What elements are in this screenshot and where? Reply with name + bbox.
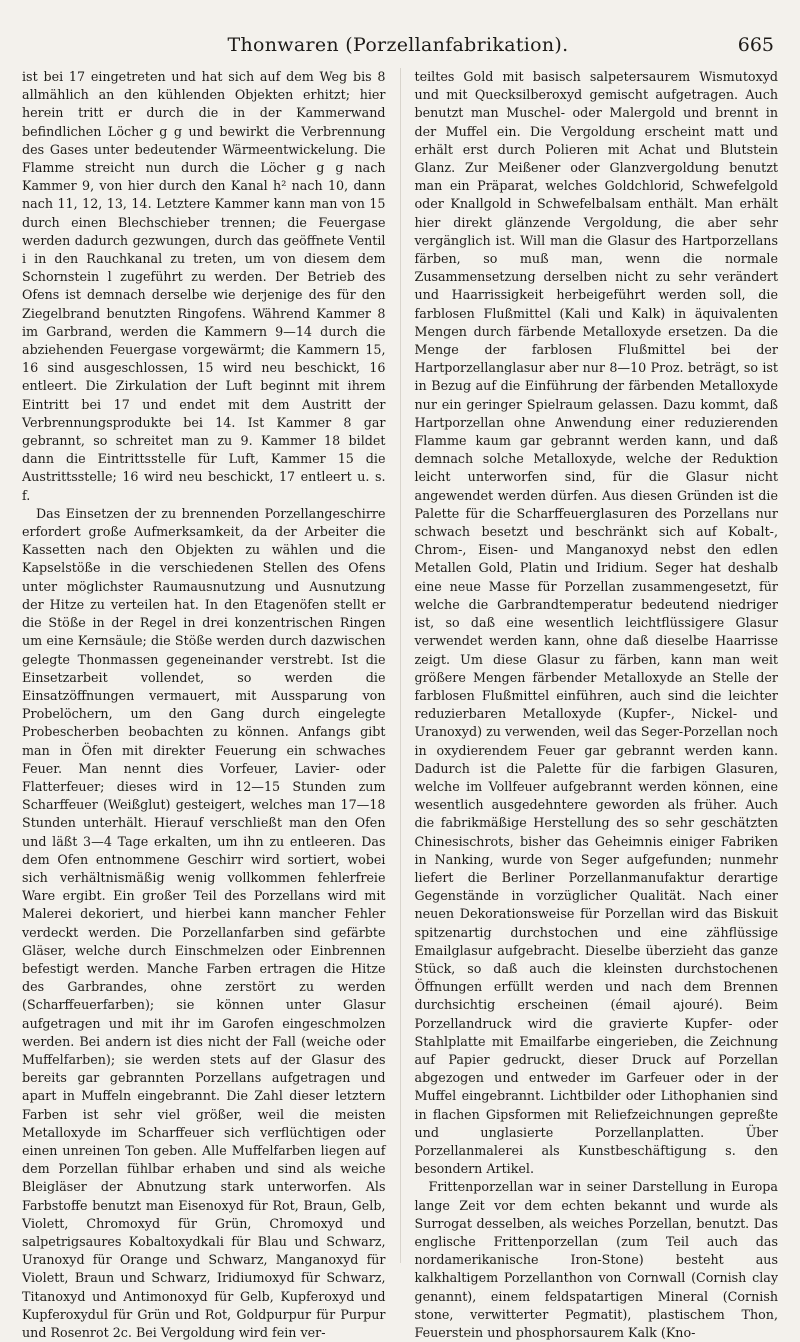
left-column — [22, 68, 386, 1341]
page-header — [22, 30, 774, 64]
right-column — [414, 68, 779, 1341]
column-divider — [400, 68, 401, 1263]
page-number: 665 — [737, 34, 774, 56]
running-title: Thonwaren (Porzellanfabrikation). — [227, 34, 569, 56]
paragraph: ist bei 17 eingetreten und hat sich auf dem Weg bis 8 allmählich an den kühlenden Objekten erhitzt; hier herein tritt er durch die in der Kammerwand befindlichen Löcher g g und bewirkt die Verbrennung des Gases unter bedeutender Wärmeentwickelung. Die Flamme streicht nun durch die Löcher g g nach Kammer 9, von hier durch den Kanal h² nach 10, dann nach 11, 12, 13, 14. Letztere Kammer kann man von 15 durch einen Blechschieber trennen; die Feuergase werden dadurch gezwungen, durch das geöffnete Ventil i in den Rauchkanal zu treten, um von diesem dem Schornstein l zugeführt zu werden. Der Betrieb des Ofens ist demnach derselbe wie derjenige des für den Ziegelbrand benutzten Ringofens. Während Kammer 8 im Garbrand, werden die Kammern 9—14 durch die abziehenden Feuergase vorgewärmt; die Kammern 15, 16 sind ausgeschlossen, 15 wird neu beschickt, 16 entleert. Die Zirkulation der Luft beginnt mit ihrem Eintritt bei 17 und endet mit dem Austritt der Verbrennungsprodukte bei 14. Ist Kammer 8 gar gebrannt, so schreitet man zu 9. Kammer 18 bildet dann die Eintrittsstelle für Luft, Kammer 15 die Austrittsstelle; 16 wird neu beschickt, 17 entleert u. s. f. — [22, 69, 386, 503]
text-columns — [22, 68, 778, 1341]
paragraph: teiltes Gold mit basisch salpetersaurem Wismutoxyd und mit Quecksilberoxyd gemischt aufgetragen. Auch benutzt man Muschel- oder Malergold und brennt in der Muffel ein. Die Vergoldung erscheint matt und erhält erst durch Polieren mit Achat und Blutstein Glanz. Zur Meißener oder Glanzvergoldung benutzt man ein Präparat, welches Goldchlorid, Schwefelgold oder Knallgold in Schwefelbalsam enthält. Man erhält hier direkt glänzende Vergoldung, die aber sehr vergänglich ist. Will man die Glasur des Hartporzellans färben, so muß man, wenn die normale Zusammensetzung derselben nicht zu sehr verändert und Haarrissigkeit herbeigeführt werden soll, die farblosen Flußmittel (Kali und Kalk) in äquivalenten Mengen durch färbende Metalloxyde ersetzen. Da die Menge der farblosen Flußmittel bei der Hartporzellanglasur aber nur 8—10 Proz. beträgt, so ist in Bezug auf die Einführung der färbenden Metalloxyde nur ein geringer Spielraum gelassen. Dazu kommt, daß Hartporzellan ohne Anwendung einer reduzierenden Flamme kaum gar gebrannt werden kann, und daß demnach solche Metalloxyde, welche der Reduktion leicht unterworfen sind, für die Glasur nicht angewendet werden dürfen. Aus diesen Gründen ist die Palette für die Scharffeuerglasuren des Porzellans nur schwach besetzt und beschränkt sich auf Kobalt-, Chrom-, Eisen- und Manganoxyd nebst den edlen Metallen Gold, Platin und Iridium. Seger hat deshalb eine neue Masse für Porzellan zusammengesetzt, für welche die Garbrandtemperatur bedeutend niedriger ist, so daß eine wesentlich leichtflüssigere Glasur verwendet werden kann, ohne daß dieselbe Haarrisse zeigt. Um diese Glasur zu färben, kann man weit größere Mengen färbender Metalloxyde an Stelle der farblosen Flußmittel einführen, auch sind die leichter reduzierbaren Metalloxyde (Kupfer-, Nickel- und Uranoxyd) zu verwenden, weil das Seger-Porzellan noch in oxydierendem Feuer gar gebrannt werden kann. Dadurch ist die Palette für die farbigen Glasuren, welche im Vollfeuer aufgebrannt werden können, eine wesentlich ausgedehntere geworden als früher. Auch die fabrikmäßige Herstellung des so sehr geschätzten Chinesischrots, bisher das Geheimnis einiger Fabriken in Nanking, wurde von Seger aufgefunden; nunmehr liefert die Berliner Porzellanmanufaktur derartige Gegenstände in vorzüglicher Qualität. Nach einer neuen Dekorationsweise für Porzellan wird das Biskuit spitzenartig durchstochen und eine zähflüssige Emailglasur aufgebracht. Dieselbe überzieht das ganze Stück, so daß auch die kleinsten durchstochenen Öffnungen erfüllt werden und nach dem Brennen durchsichtig erscheinen (émail ajouré). Beim Porzellandruck wird die gravierte Kupfer- oder Stahlplatte mit Emailfarbe eingerieben, die Zeichnung auf Papier gedruckt, dieser Druck auf Porzellan abgezogen und entweder im Garfeuer oder in der Muffel eingebrannt. Lichtbilder oder Lithophanien sind in flachen Gipsformen mit Reliefzeichnungen gepreßte und unglasierte Porzellanplatten. Über Porzellanmalerei als Kunstbeschäftigung s. den besondern Artikel. — [414, 69, 778, 1177]
paragraph: Frittenporzellan war in seiner Darstellung in Europa lange Zeit vor dem echten bekannt und wurde als Surrogat desselben, als weiches Porzellan, benutzt. Das englische Frittenporzellan (zum Teil auch das nordamerikanische Iron-Stone) besteht aus kalkhaltigem Porzellanthon von Cornwall (Cornish clay genannt), einem feldspatartigen Mineral (Cornish stone, verwitterter Pegmatit), plastischem Thon, Feuerstein und phosphorsaurem Kalk (Kno- — [414, 1179, 778, 1341]
paragraph: Das Einsetzen der zu brennenden Porzellangeschirre erfordert große Aufmerksamkeit, da der Arbeiter die Kassetten nach den Objekten zu wählen und die Kapselstöße in die verschiedenen Stellen des Ofens unter möglichster Raumausnutzung und Ausnutzung der Hitze zu verteilen hat. In den Etagenöfen stellt er die Stöße in der Regel in drei konzentrischen Ringen um eine Kernsäule; die Stöße werden durch dazwischen gelegte Thonmassen gegeneinander verstrebt. Ist die Einsetzarbeit vollendet, so werden die Einsatzöffnungen vermauert, mit Aussparung von Probelöchern, um den Gang durch eingelegte Probescherben beobachten zu können. Anfangs gibt man in Öfen mit direkter Feuerung ein schwaches Feuer. Man nennt dies Vorfeuer, Lavier- oder Flatterfeuer; dieses wird in 12—15 Stunden zum Scharffeuer (Weißglut) gesteigert, welches man 17—18 Stunden unterhält. Hierauf verschließt man den Ofen und läßt 3—4 Tage erkalten, um ihn zu entleeren. Das dem Ofen entnommene Geschirr wird sortiert, wobei sich verhältnismäßig wenig vollkommen fehlerfreie Ware ergibt. Ein großer Teil des Porzellans wird mit Malerei dekoriert, und hierbei kann mancher Fehler verdeckt werden. Die Porzellanfarben sind gefärbte Gläser, welche durch Einschmelzen oder Einbrennen befestigt werden. Manche Farben ertragen die Hitze des Garbrandes, ohne zerstört zu werden (Scharffeuerfarben); sie können unter Glasur aufgetragen und mit ihr im Garofen eingeschmolzen werden. Bei andern ist dies nicht der Fall (weiche oder Muffelfarben); sie werden stets auf der Glasur des bereits gar gebrannten Porzellans aufgetragen und apart in Muffeln eingebrannt. Die Zahl dieser letztern Farben ist sehr viel größer, weil die meisten Metalloxyde im Scharffeuer sich verflüchtigen oder einen unreinen Ton geben. Alle Muffelfarben liegen auf dem Porzellan fühlbar erhaben und sind als weiche Bleigläser der Abnutzung stark unterworfen. Als Farbstoffe benutzt man Eisenoxyd für Rot, Braun, Gelb, Violett, Chromoxyd für Grün, Chromoxyd und salpetrigsaures Kobaltoxydkali für Blau und Schwarz, Uranoxyd für Orange und Schwarz, Manganoxyd für Violett, Braun und Schwarz, Iridiumoxyd für Schwarz, Titanoxyd und Antimonoxyd für Gelb, Kupferoxyd und Kupferoxydul für Grün und Rot, Goldpurpur für Purpur und Rosenrot 2c. Bei Vergoldung wird fein ver- — [22, 505, 386, 1341]
